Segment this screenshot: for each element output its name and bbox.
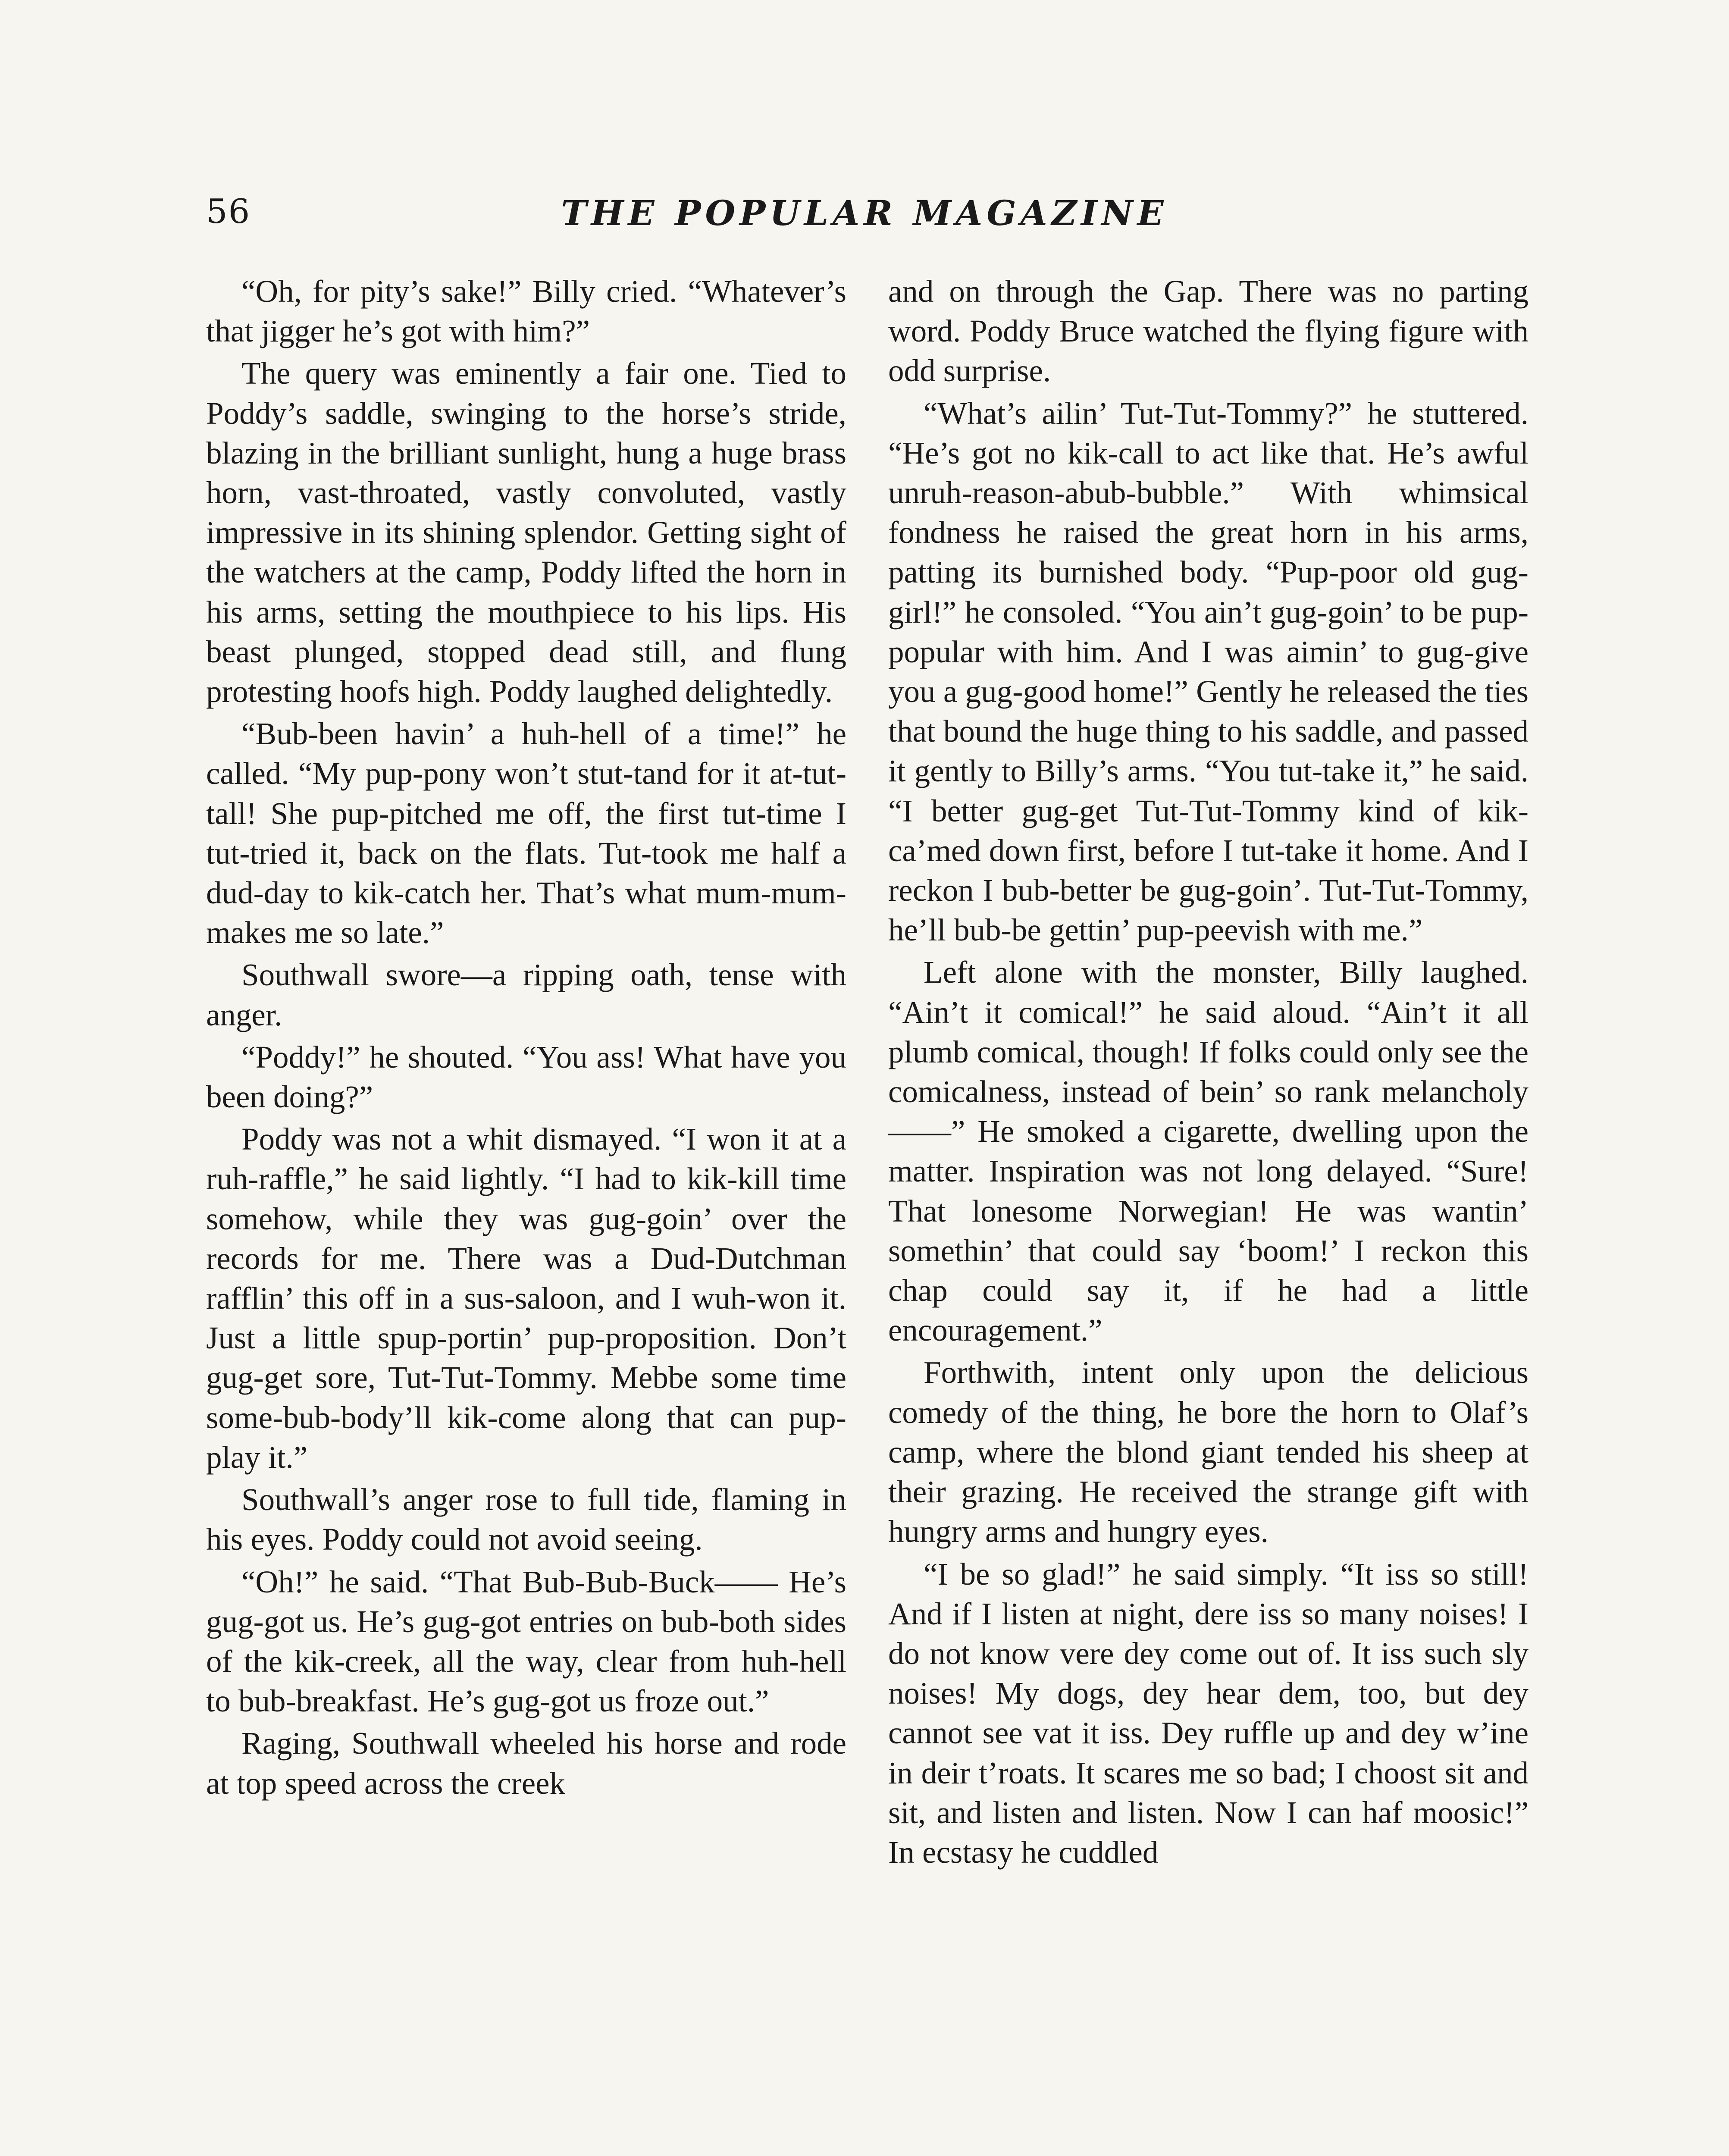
paragraph: Poddy was not a whit dismayed. “I won it at a ruh-raffle,” he said lightly. “I had to kik-kill time somehow, while they was gug-goin’ over the records for me. There was a Dud-Dutchman rafflin’ this off in a sus-saloon, and I wuh-won it. Just a little spup-portin’ pup-proposition. Don’t gug-get sore, Tut-Tut-Tommy. Mebbe some time some-bub-body’ll kik-come along that can pup-play it.” <box>206 1122 846 1475</box>
paragraph: Southwall swore—a ripping oath, tense with anger. <box>206 957 846 1032</box>
paragraph: “Poddy!” he shouted. “You ass! What have you been doing?” <box>206 1039 846 1115</box>
running-title: THE POPULAR MAGAZINE <box>561 193 1168 233</box>
paragraph: “Oh, for pity’s sake!” Billy cried. “Whatever’s that jigger he’s got with him?” <box>206 274 846 349</box>
left-column <box>206 272 846 1806</box>
paragraph: “What’s ailin’ Tut-Tut-Tommy?” he stuttered. “He’s got no kik-call to act like that. He’s awful unruh-reason-abub-bubble.” With whimsical fondness he raised the great horn in his arms, patting its burnished body. “Pup-poor old gug-girl!” he consoled. “You ain’t gug-goin’ to be pup-popular with him. And I was aimin’ to gug-give you a gug-good home!” Gently he released the ties that bound the huge thing to his saddle, and passed it gently to Billy’s arms. “You tut-take it,” he said. “I better gug-get Tut-Tut-Tommy kind of kik-ca’med down first, before I tut-take it home. And I reckon I bub-better be gug-goin’. Tut-Tut-Tommy, he’ll bub-be gettin’ pup-peevish with me.” <box>888 395 1529 948</box>
paragraph: “Bub-been havin’ a huh-hell of a time!” he called. “My pup-pony won’t stut-tand for it at-tut-tall! She pup-pitched me off, the first tut-time I tut-tried it, back on the flats. Tut-took me half a dud-day to kik-catch her. That’s what mum-mum-makes me so late.” <box>206 716 846 950</box>
paragraph: “Oh!” he said. “That Bub-Bub-Buck—— He’s gug-got us. He’s gug-got entries on bub-both sides of the kik-creek, all the way, clear from huh-hell to bub-breakfast. He’s gug-got us froze out.” <box>206 1564 846 1719</box>
paragraph-continued: and on through the Gap. There was no parting word. Poddy Bruce watched the flying figure with odd surprise. <box>888 274 1529 389</box>
paragraph: The query was eminently a fair one. Tied to Poddy’s saddle, swinging to the horse’s stride, blazing in the brilliant sunlight, hung a huge brass horn, vast-throated, vastly convoluted, vastly impressive in its shining splendor. Getting sight of the watchers at the camp, Poddy lifted the horn in his arms, setting the mouthpiece to his lips. His beast plunged, stopped dead still, and flung protesting hoofs high. Poddy laughed delightedly. <box>206 356 846 709</box>
paragraph: Left alone with the monster, Billy laughed. “Ain’t it comical!” he said aloud. “Ain’t it all plumb comical, though! If folks could only see the comicalness, instead of bein’ so rank melancholy——” He smoked a cigarette, dwelling upon the matter. Inspiration was not long delayed. “Sure! That lonesome Norwegian! He was wantin’ somethin’ that could say ‘boom!’ I reckon this chap could say it, if he had a little encouragement.” <box>888 955 1529 1348</box>
right-column <box>888 272 1529 1875</box>
paragraph: Forthwith, intent only upon the delicious comedy of the thing, he bore the horn to Olaf’s camp, where the blond giant tended his sheep at their grazing. He received the strange gift with hungry arms and hungry eyes. <box>888 1355 1529 1549</box>
paragraph: Southwall’s anger rose to full tide, flaming in his eyes. Poddy could not avoid seeing. <box>206 1482 846 1557</box>
page-number: 56 <box>206 192 251 231</box>
paragraph: “I be so glad!” he said simply. “It iss so still! And if I listen at night, dere iss so many noises! I do not know vere dey come out of. It iss such sly noises! My dogs, dey hear dem, too, but dey cannot see vat it iss. Dey ruffle up and dey w’ine in deir t’roats. It scares me so bad; I choost sit and sit, and listen and listen. Now I can haf moosic!” In ecstasy he cuddled <box>888 1556 1529 1870</box>
paragraph: Raging, Southwall wheeled his horse and rode at top speed across the creek <box>206 1726 846 1801</box>
